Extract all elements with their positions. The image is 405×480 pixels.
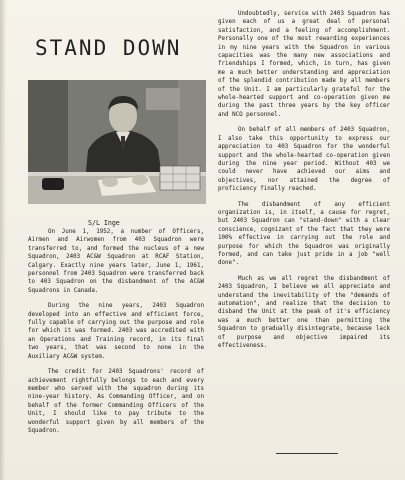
paragraph: The disbandment of any efficient organization is, in itself, a cause for regret, but 2403 Squadron can "stand-down" with a clear conscience, cognizant of the fact that they were 100% effective in carrying out the role and purpose for which the Squadron was originally formed, and can take just pride in a job "well done". bbox=[218, 201, 390, 267]
paragraph: On behalf of all members of 2403 Squadron, I also take this opportunity to express our appreciation to 403 Squadron for the wonderful support and the whole-hearted co-operation given during the nine year period. Without 403 we could never have achieved our aims and objectives, nor attained the degree of proficiency finally reached. bbox=[218, 127, 390, 193]
paragraph: On June 1, 1952, a number of Officers, Airmen and Airwomen from 403 Squadron were transferred to, and formed the nucleus of a new Squadron, 2403 AC&W Squadron at RCAF Station, Calgary. Exactly nine years later, June 1, 1961, personnel from 2403 Squadron were transferred back to 403 Squadron on the disbandment of the AC&W Squadrons in Canada. bbox=[28, 229, 204, 294]
portrait-photo-illustration bbox=[28, 80, 206, 204]
paragraph: Much as we all regret the disbandment of 2403 Squadron, I believe we all appreciate and understand the inevitability of the "demands of automation", and realize that the decision to disband the Unit at the peak of it's efficiency was a much better one than permitting the Squadron to gradually disintegrate, because lack of purpose and objective impaired its effectiveness. bbox=[218, 275, 390, 350]
page-edge-shadow bbox=[0, 0, 6, 480]
paragraph: During the nine years, 2403 Squadron developed into an effective and efficient force, fully capable of carrying out the purpose and role for which it was formed. 2403 was accredited with an Operations and Training record, in its final two years, that was second to none in the Auxiliary AC&W system. bbox=[28, 303, 204, 360]
right-column bbox=[218, 10, 390, 357]
closing-rule bbox=[276, 453, 338, 454]
paragraph: Undoubtedly, service with 2403 Squadron has given each of us a great deal of personal satisfaction, and a feeling of accomplishment. Personally one of the most rewarding experiences in my nine years with the Squadron in various capacities was the many new associations and friendships I formed, which, in turn, has given me a much better understanding and appreciation of the splendid contribution made by all members of the Unit. I am particularly grateful for the whole-hearted support and co-operation given me during the past three years by the key officer and NCO personnel. bbox=[218, 11, 390, 118]
portrait-photo bbox=[28, 80, 206, 204]
left-column bbox=[28, 228, 204, 442]
photo-caption: S/L Inge bbox=[88, 219, 120, 227]
page-title: STAND DOWN bbox=[35, 36, 182, 60]
paragraph: The credit for 2403 Squadrons' record of achievement rightfully belongs to each and every member who served with the squadron during its nine-year history. As Commanding Officer, and on behalf of the former Commanding Officers of the Unit, I should like to pay tribute to the wonderful support given by all members of the Squadron. bbox=[28, 369, 204, 434]
